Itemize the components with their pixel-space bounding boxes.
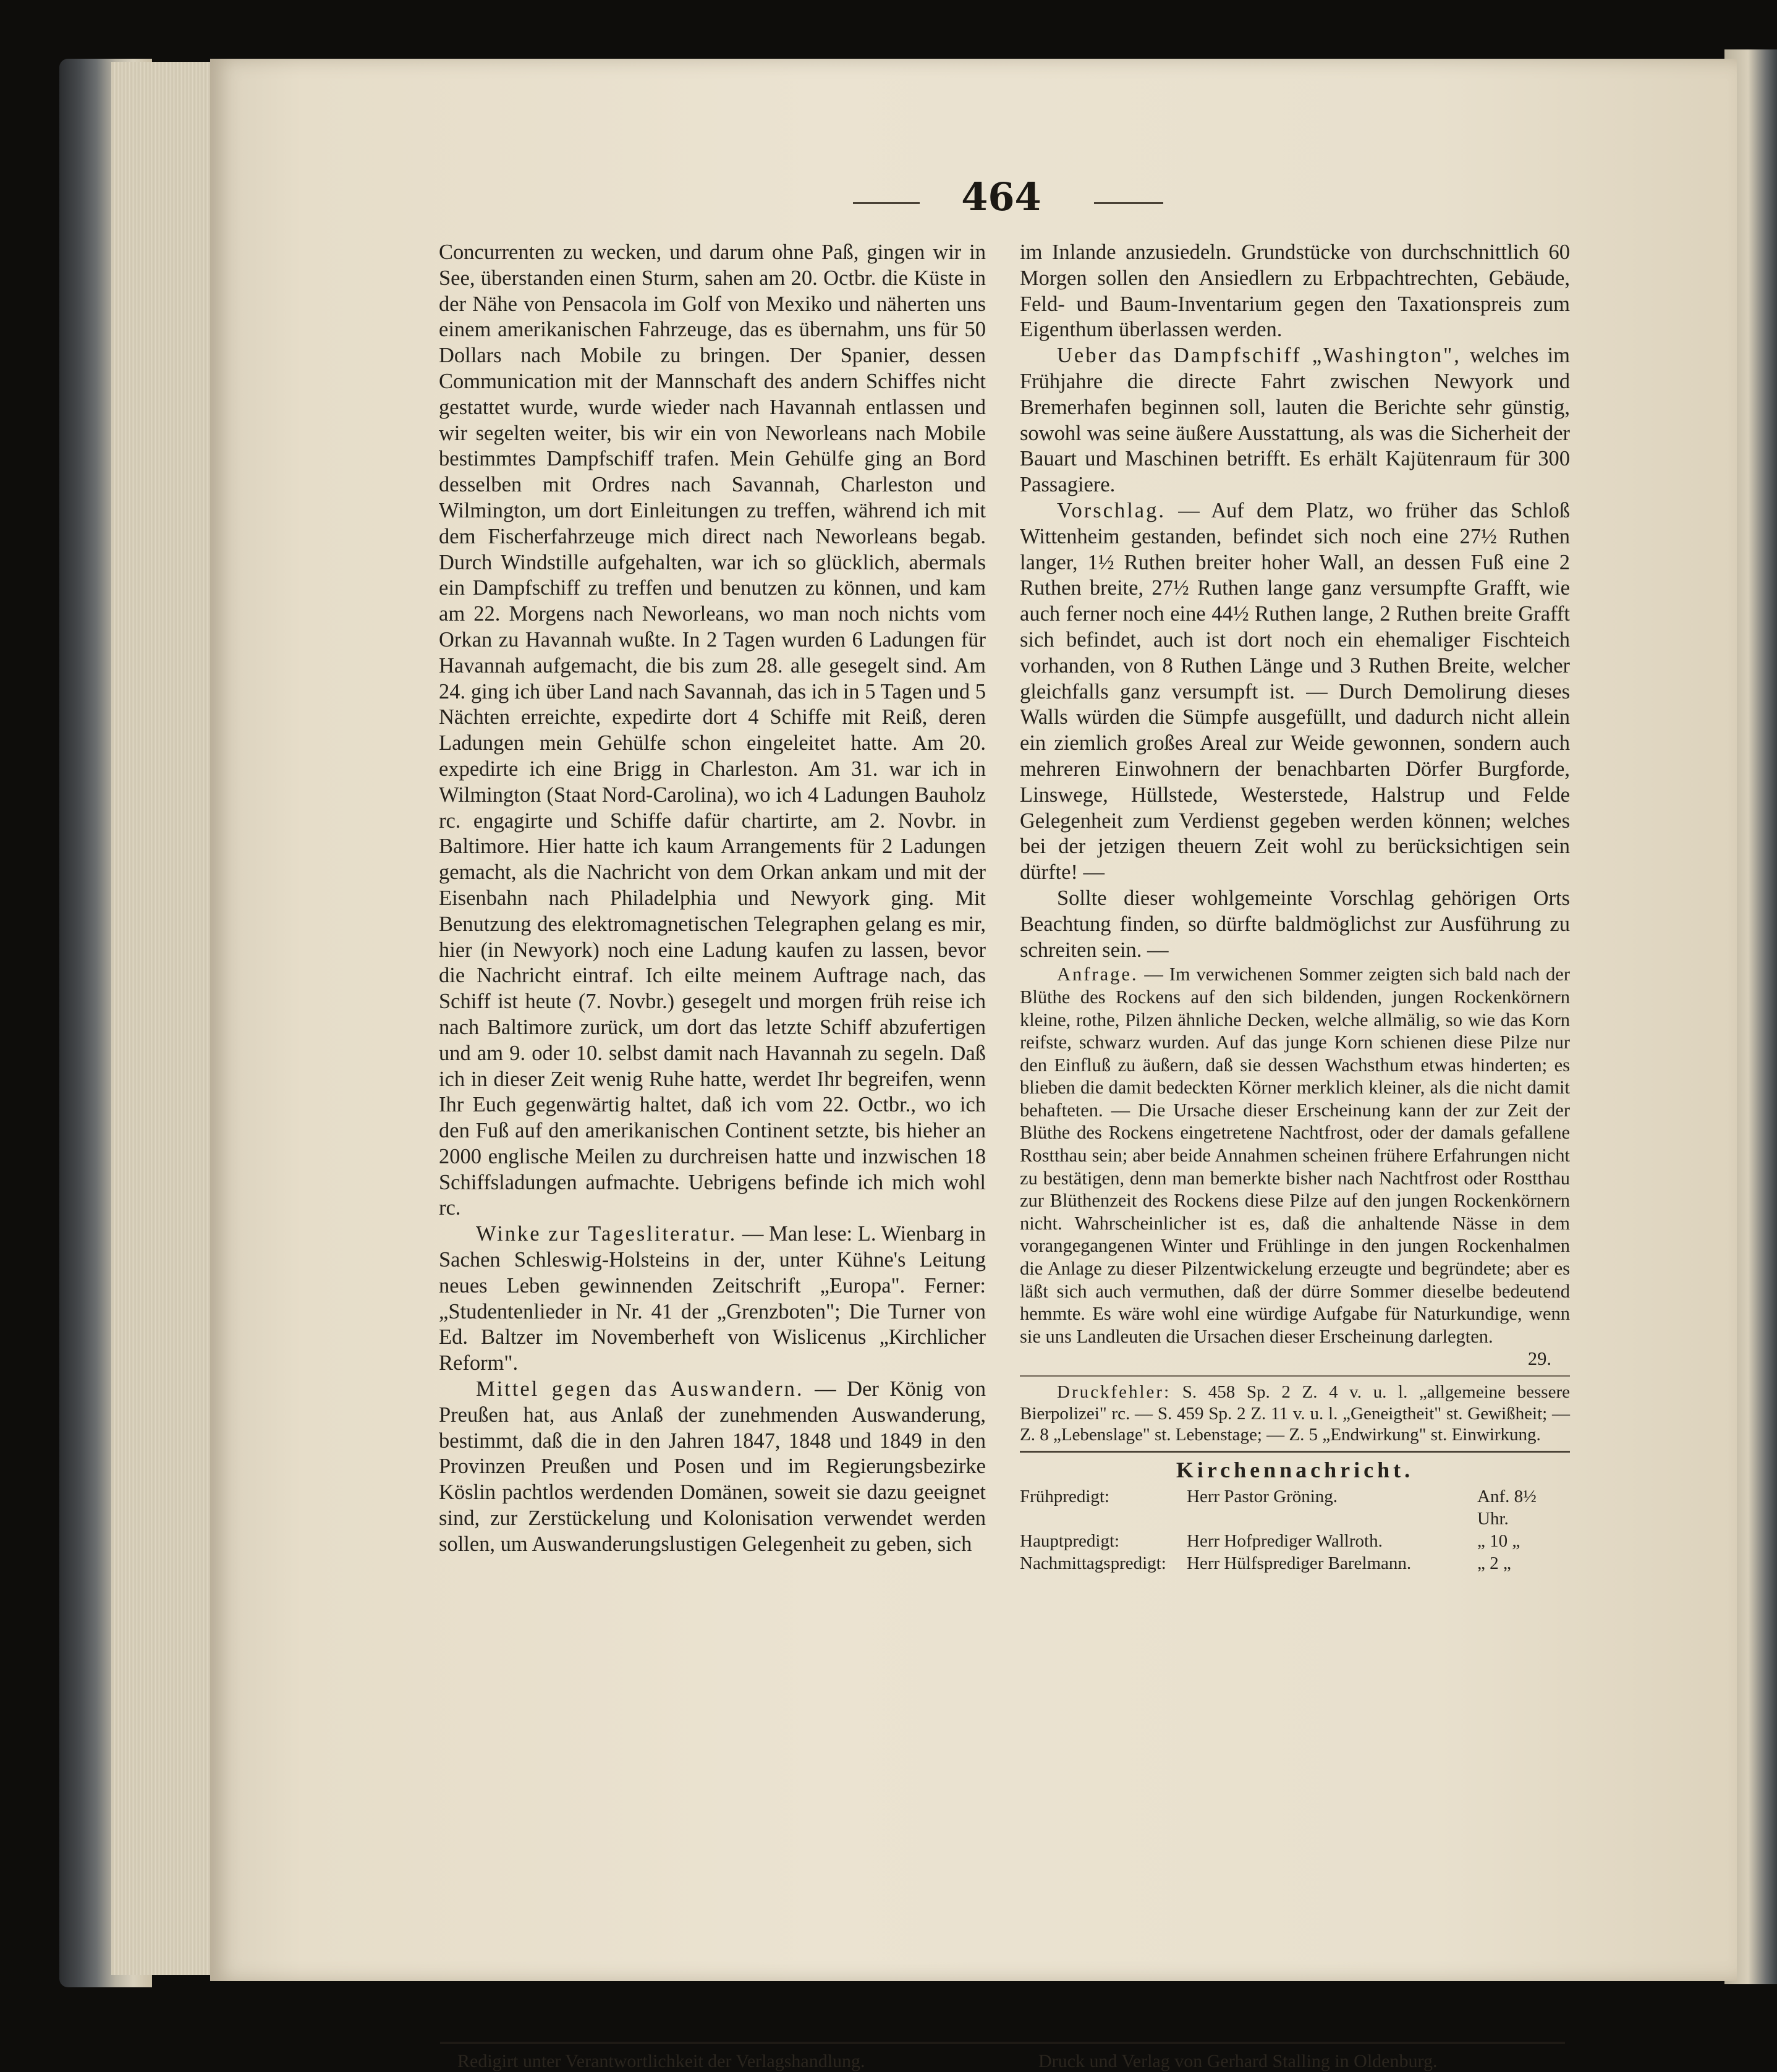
article-inquiry (1020, 963, 1570, 1348)
article-inquiry-heading: Anfrage. (1057, 964, 1139, 985)
article-emigration (439, 1377, 986, 1558)
footer-rule (440, 2042, 1565, 2044)
church-row (1020, 1485, 1570, 1530)
church-time: Anf. 8½ Uhr. (1477, 1487, 1537, 1529)
article-steamship-heading: Ueber das Dampfschiff „Washington", (1057, 344, 1461, 368)
page-number: 464 (961, 174, 1041, 219)
church-preacher: Herr Pastor Gröning. (1187, 1487, 1338, 1507)
right-column (1020, 240, 1570, 1574)
article-proposal-heading: Vorschlag. (1057, 498, 1166, 522)
article-emigration-end: im Inlande anzusiedeln. Grundstücke von durchschnittlich 60 Morgen sollen den Ansiedlern zu Erbpachtrechten, Gebäude, Feld- und Baum-Inventarium gegen den Taxationspreis zum Eigenthum überlassen werden. (1020, 240, 1570, 342)
header-rule-left (853, 202, 920, 204)
errata (1020, 1382, 1570, 1446)
church-row (1020, 1552, 1570, 1574)
article-emigration-body: — Der König von Preußen hat, aus Anlaß der zunehmenden Auswanderung, bestimmt, daß die in den Jahren 1847, 1848 und 1849 in den Provinzen Preußen und Posen und im Regierungsbezirke Köslin pachtlos werdenden Domänen, soweit sie dazu geeignet sind, zur Zerstückelung und Kolonisation verwendet werden sollen, um Auswanderungslustigen Gelegenheit zu geben, sich (439, 1377, 986, 1556)
article-continuation: Concurrenten zu wecken, und darum ohne Paß, gingen wir in See, überstanden einen Sturm, sahen am 20. Octbr. die Küste in der Nähe von Pensacola im Golf von Mexiko und näherten uns einem amerikanischen Fahrzeuge, das es übernahm, uns für 50 Dollars nach Mobile zu bringen. Der Spanier, dessen Communication mit der Mannschaft des andern Schiffes nicht gestattet wurde, wurde wieder nach Havannah entlassen und wir segelten weiter, bis wir ein von Neworleans nach Mobile bestimmtes Dampfschiff trafen. Mein Gehülfe ging an Bord desselben mit Ordres nach Savannah, Charleston und Wilmington, um dort Einleitungen zu treffen, während ich mit dem Fischerfahrzeuge mich direct nach Neworleans begab. Durch Windstille aufgehalten, war ich so glücklich, abermals ein Dampfschiff zu treffen und benutzen zu können, und kam am 22. Morgens nach Neworleans, wo man noch nichts vom Orkan zu Havannah wußte. In 2 Tagen wurden 6 Ladungen für Havannah aufgemacht, die bis zum 28. alle gesegelt sind. Am 24. ging ich über Land nach Savannah, das ich in 5 Tagen und 5 Nächten erreichte, expedirte dort 4 Schiffe mit Reiß, deren Ladungen mein Gehülfe schon eingeleitet hatte. Am 20. expedirte ich eine Brigg in Charleston. Am 31. war ich in Wilmington (Staat Nord-Carolina), wo ich 4 Ladungen Bauholz rc. engagirte und Schiffe dafür chartirte, am 2. Novbr. in Baltimore. Hier hatte ich kaum Arrangements für 2 Ladungen gemacht, als die Nachricht von dem Orkan ankam und mit der Eisenbahn nach Philadelphia und Newyork ging. Mit Benutzung des elektromagnetischen Telegraphen gelang es mir, hier (in Newyork) noch eine Ladung kaufen zu lassen, bevor die Nachricht eintraf. Ich eilte meinem Auftrage nach, das Schiff ist heute (7. Novbr.) gesegelt und morgen früh reise ich nach Baltimore zurück, um dort das letzte Schiff abzufertigen und am 9. oder 10. selbst damit nach Havannah zu segeln. Daß ich in dieser Zeit wenig Ruhe hatte, werdet Ihr begreifen, wenn Ihr Euch gegenwärtig haltet, daß ich vom 22. Octbr., wo ich den Fuß auf den amerikanischen Continent setzte, bis hieher an 2000 englische Meilen zu durchreisen hatte und inzwischen 18 Schiffsladungen aufmachte. Uebrigens befinde ich mich wohl rc. (439, 240, 986, 1220)
article-inquiry-body: — Im verwichenen Sommer zeigten sich bald nach der Blüthe des Rockens auf den sich bildenden, jungen Rockenkörnern kleine, rothe, Pilzen ähnliche Decken, welche allmälig, so wie das Korn reifste, schwarz wurden. Auf das junge Korn schienen diese Pilze nur den Einfluß zu äußern, daß sie dessen Wachsthum etwas hinderten; es blieben die damit bedeckten Körner merklich kleiner, als die nicht damit behafteten. — Die Ursache dieser Erscheinung kann der zur Zeit der Blüthe des Rockens eingetretene Nachtfrost, oder der damals gefallene Rostthau sein; aber beide Annahmen scheinen frühere Erfahrungen nicht zu bestätigen, denn man bemerkte bisher nach Nachtfrost oder Rostthau zur Blüthenzeit des Rockens diese Pilze auf den jungen Rockenkörnern nicht. Wahrscheinlicher ist es, daß die anhaltende Nässe in dem vorangegangenen Winter und Frühlinge in den jungen Rockenhalmen die Anlage zu dieser Pilzentwickelung erzeugte und begründete; aber es läßt sich auch vermuthen, daß der dürre Sommer dieselbe bedeutend hemmte. Es wäre wohl eine würdige Aufgabe für Naturkundige, wenn sie uns Landleuten die Ursachen dieser Erscheinung darlegten. (1020, 964, 1570, 1347)
church-time: „ 10 „ (1477, 1531, 1520, 1552)
article-proposal-closing: Sollte dieser wohlgemeinte Vorschlag gehörigen Orts Beachtung finden, so dürfte baldmöglichst zur Ausführung zu schreiten sein. — (1020, 886, 1570, 962)
article-proposal (1020, 498, 1570, 886)
header-rule-right (1094, 202, 1163, 204)
left-column (439, 240, 986, 1558)
errata-divider (1020, 1375, 1570, 1377)
church-time: „ 2 „ (1477, 1553, 1511, 1574)
church-service: Nachmittagspredigt: (1020, 1553, 1166, 1574)
article-literature (439, 1221, 986, 1377)
footer-publisher: Druck und Verlag von Gerhard Stalling in Oldenburg. (1038, 2051, 1438, 2071)
errata-body: S. 458 Sp. 2 Z. 4 v. u. l. „allgemeine bessere Bierpolizei" rc. — S. 459 Sp. 2 Z. 11 v. u. l. „Geneigtheit" st. Gewißheit; — Z. 8 „Lebenslage" st. Lebenstage; — Z. 5 „Endwirkung" st. Einwirkung. (1020, 1382, 1570, 1445)
footer-editor-note: Redigirt unter Verantwortlichkeit der Verlagshandlung. (457, 2051, 865, 2071)
errata-heading: Druckfehler: (1057, 1382, 1171, 1402)
article-steamship (1020, 343, 1570, 498)
church-service: Hauptpredigt: (1020, 1531, 1120, 1552)
article-inquiry-signature: 29. (1527, 1348, 1551, 1370)
church-preacher: Herr Hülfsprediger Barelmann. (1187, 1553, 1412, 1574)
article-proposal-body: — Auf dem Platz, wo früher das Schloß Wittenheim gestanden, befindet sich noch eine 27½ Ruthen langer, 1½ Ruthen breiter hoher Wall, an dessen Fuß eine 2 Ruthen breite, 27½ Ruthen lange ganz versumpfte Grafft, wie auch ferner noch eine 44½ Ruthen lange, 2 Ruthen breite Grafft sich befindet, auch ist dort noch ein ehemaliger Fischteich vorhanden, von 8 Ruthen Länge und 3 Ruthen Breite, welcher gleichfalls ganz versumpft ist. — Durch Demolirung dieses Walls würden die Sümpfe ausgefüllt, und dadurch nicht allein ein ziemlich großes Areal zur Weide gewonnen, sondern auch mehreren Einwohnern der benachbarten Dörfer Burgforde, Linswege, Hüllstede, Westerstede, Halstrup und Felde Gelegenheit zum Verdienst gegeben werden können; welches bei der jetzigen theuern Zeit wohl zu berücksichtigen sein dürfte! — (1020, 498, 1570, 885)
article-literature-heading: Winke zur Tagesliteratur. (476, 1222, 737, 1246)
article-emigration-heading: Mittel gegen das Auswandern. (476, 1377, 804, 1401)
article-steamship-body: welches im Frühjahre die directe Fahrt zwischen Newyork und Bremerhafen beginnen soll, lauten die Berichte sehr günstig, sowohl was seine äußere Ausstattung, als was die Sicherheit der Bauart und Maschinen betrifft. Es erhält Kajütenraum für 300 Passagiere. (1020, 344, 1570, 497)
church-service: Frühpredigt: (1020, 1487, 1109, 1507)
church-divider (1020, 1451, 1570, 1453)
church-notice-title: Kirchennachricht. (1176, 1457, 1414, 1482)
church-row (1020, 1530, 1570, 1552)
article-literature-body: — Man lese: L. Wienbarg in Sachen Schleswig-Holsteins in der, unter Kühne's Leitung neues Leben gewinnenden Zeitschrift „Europa". Ferner: „Studentenlieder in Nr. 41 der „Grenzboten"; Die Turner von Ed. Baltzer im Novemberheft von Wislicenus „Kirchlicher Reform". (439, 1222, 986, 1375)
church-preacher: Herr Hofprediger Wallroth. (1187, 1531, 1383, 1552)
